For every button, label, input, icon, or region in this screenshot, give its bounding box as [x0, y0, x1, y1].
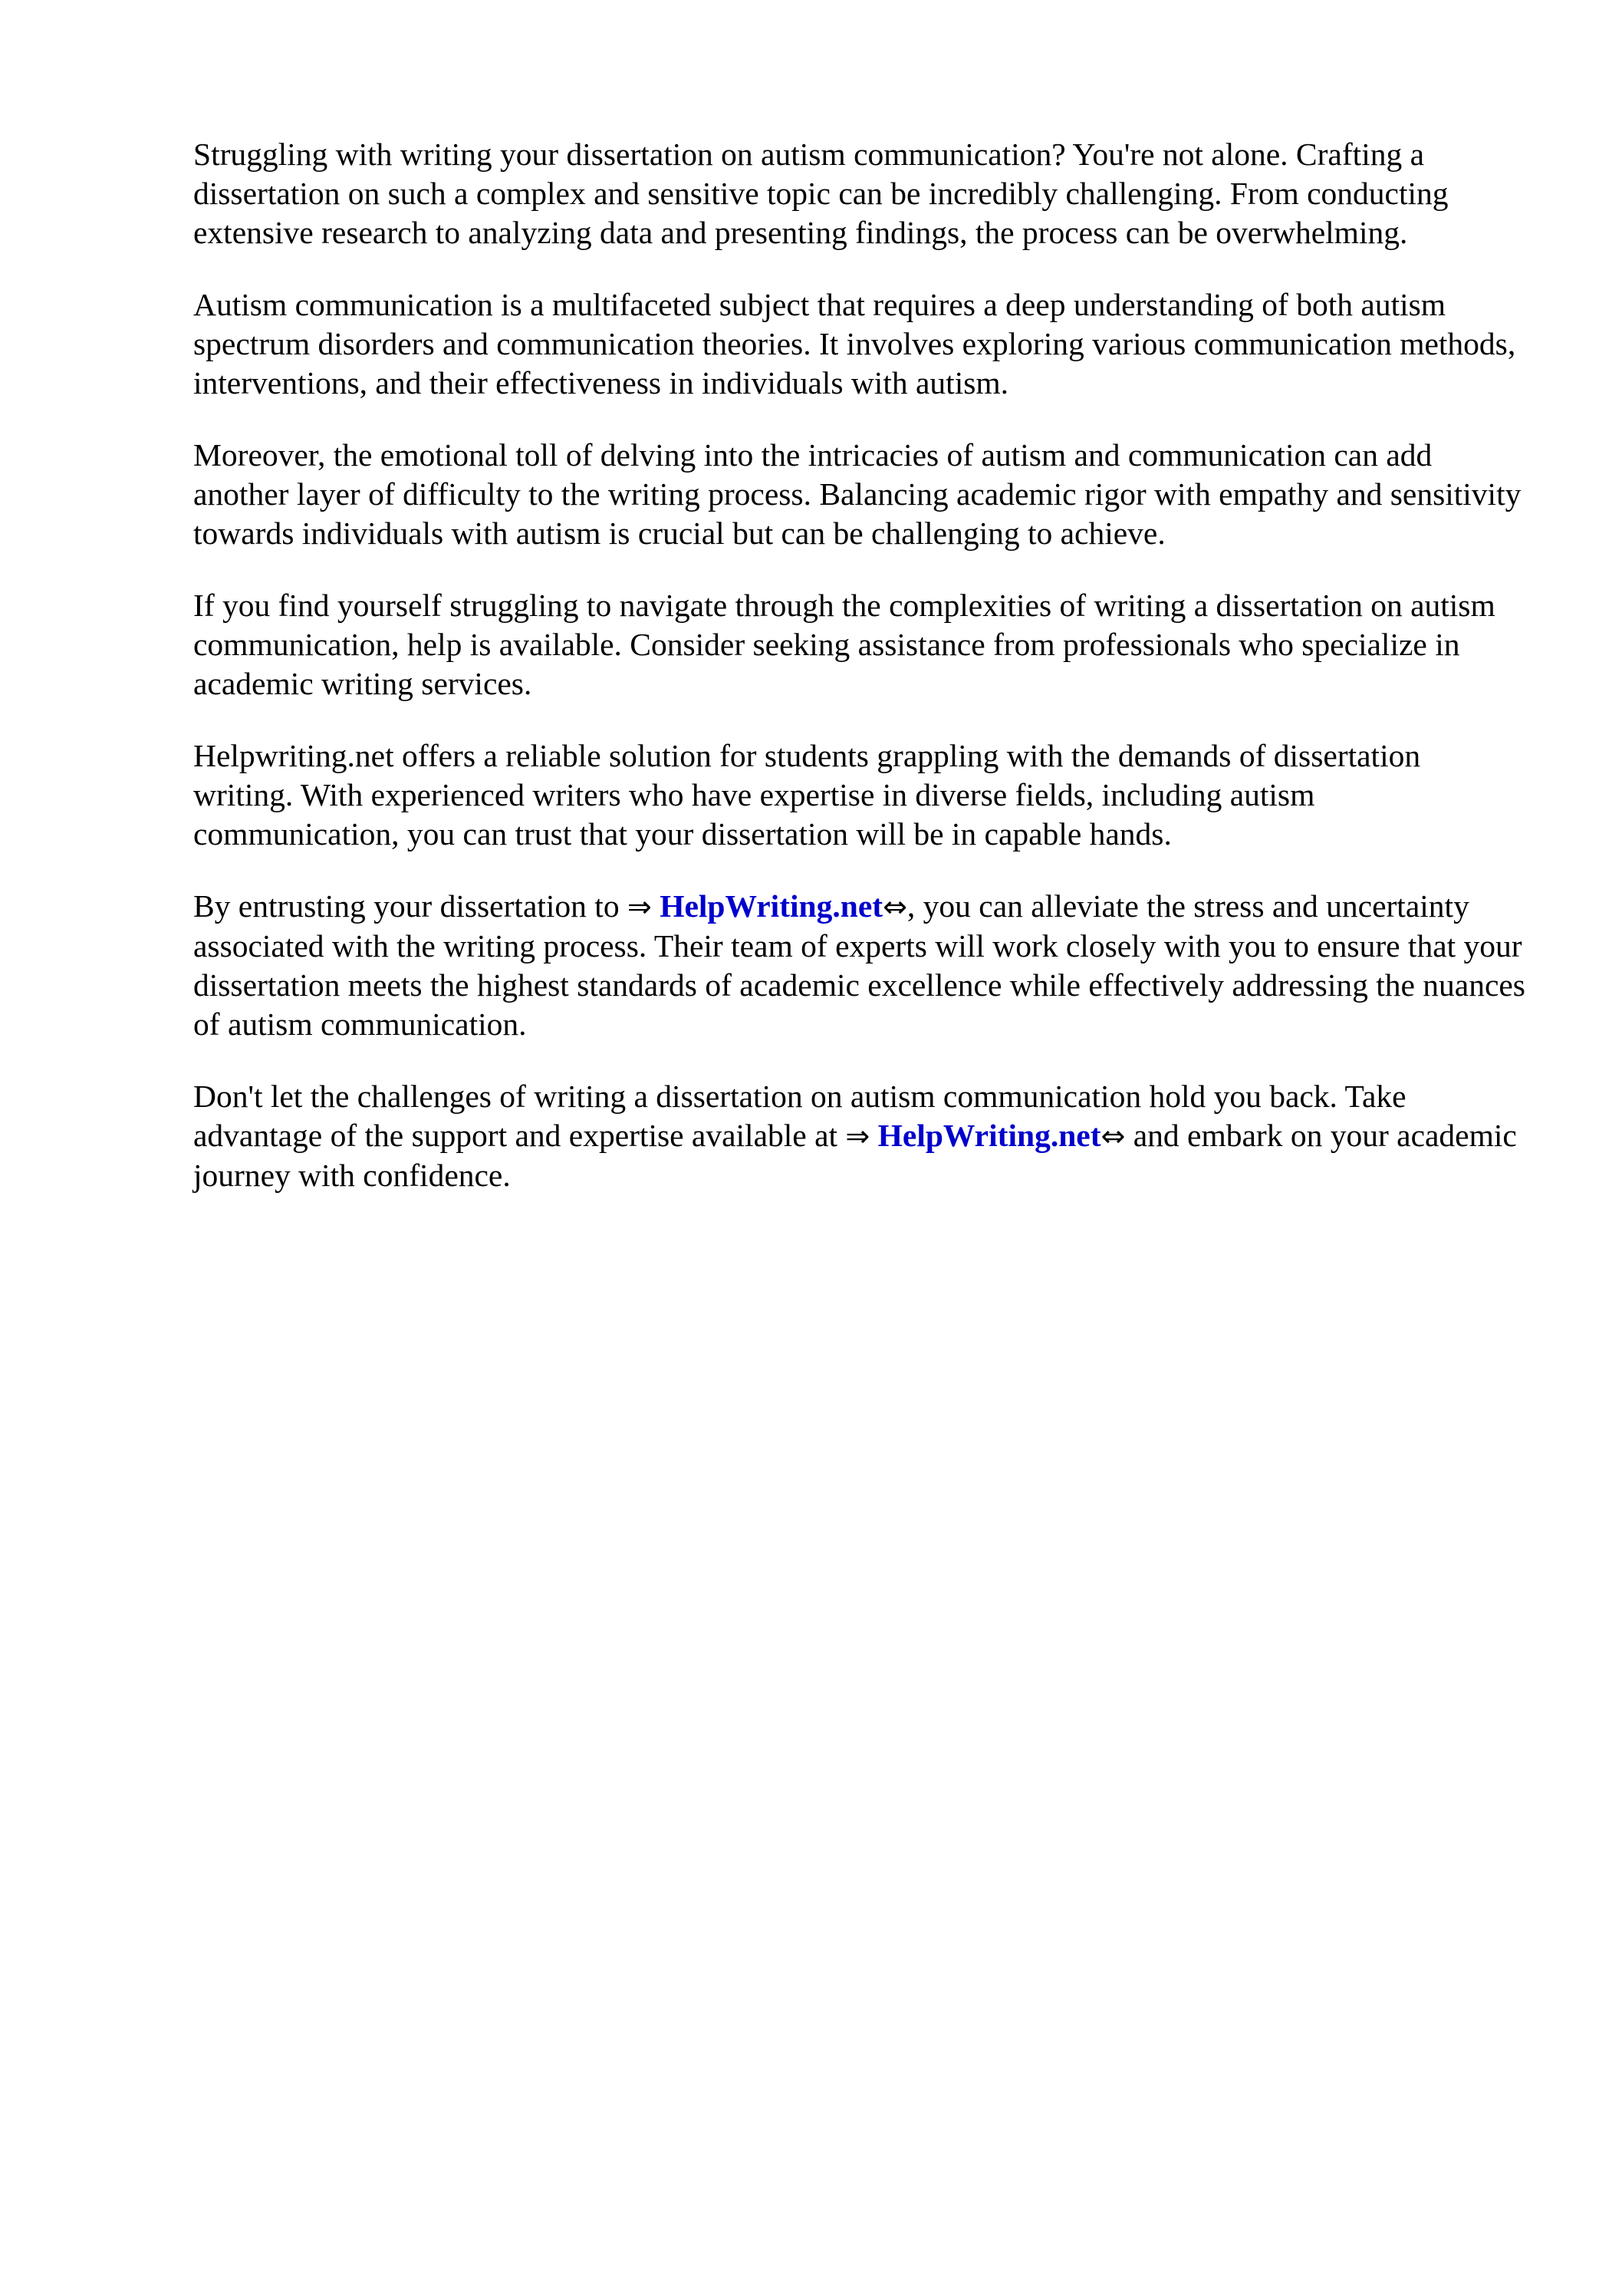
paragraph-service: Helpwriting.net offers a reliable solution for students grappling with the demands of dissertation writing. With experienced writers who have expertise in diverse fields, including autism communication, you can trust that your dissertation will be in capable hands. [193, 738, 1421, 852]
helpwriting-link[interactable]: HelpWriting.net [877, 1118, 1101, 1153]
paragraph-entrust [193, 887, 1528, 1044]
right-arrow-icon: ⇒ [845, 1119, 870, 1153]
entrust-text-after: , you can alleviate the stress and uncertainty associated with the writing process. Their team of experts will work closely with you to ensure that your dissertation meets the highest standards of academic excellence while effectively addressing the nuances of autism communication. [193, 888, 1525, 1042]
paragraph-difficulty: Moreover, the emotional toll of delving into the intricacies of autism and communication can add another layer of difficulty to the writing process. Balancing academic rigor with empathy and sensitivity towards individuals with autism is crucial but can be challenging to achieve. [193, 437, 1522, 551]
paragraph-help: If you find yourself struggling to navigate through the complexities of writing a dissertation on autism communication, help is available. Consider seeking assistance from professionals who specialize in academic writing services. [193, 588, 1495, 701]
right-arrow-icon: ⇒ [627, 890, 652, 924]
closing-text-after: and embark on your academic journey with confidence. [193, 1118, 1517, 1193]
double-arrow-icon: ⇔ [883, 890, 907, 924]
paragraph-closing [193, 1077, 1528, 1195]
double-arrow-icon: ⇔ [1101, 1119, 1126, 1153]
helpwriting-link[interactable]: HelpWriting.net [660, 888, 883, 924]
document-page [193, 135, 1528, 1228]
closing-text-before: Don't let the challenges of writing a dissertation on autism communication hold you back. Take advantage of the support and expertise available at [193, 1079, 1407, 1153]
paragraph-topic: Autism communication is a multifaceted subject that requires a deep understanding of both autism spectrum disorders and communication theories. It involves exploring various communication methods, interventions, and their effectiveness in individuals with autism. [193, 287, 1516, 400]
paragraph-intro: Struggling with writing your dissertation on autism communication? You're not alone. Crafting a dissertation on such a complex and sensitive topic can be incredibly challenging. From conducting extensive research to analyzing data and presenting findings, the process can be overwhelming. [193, 137, 1449, 250]
entrust-text-before: By entrusting your dissertation to [193, 888, 627, 924]
